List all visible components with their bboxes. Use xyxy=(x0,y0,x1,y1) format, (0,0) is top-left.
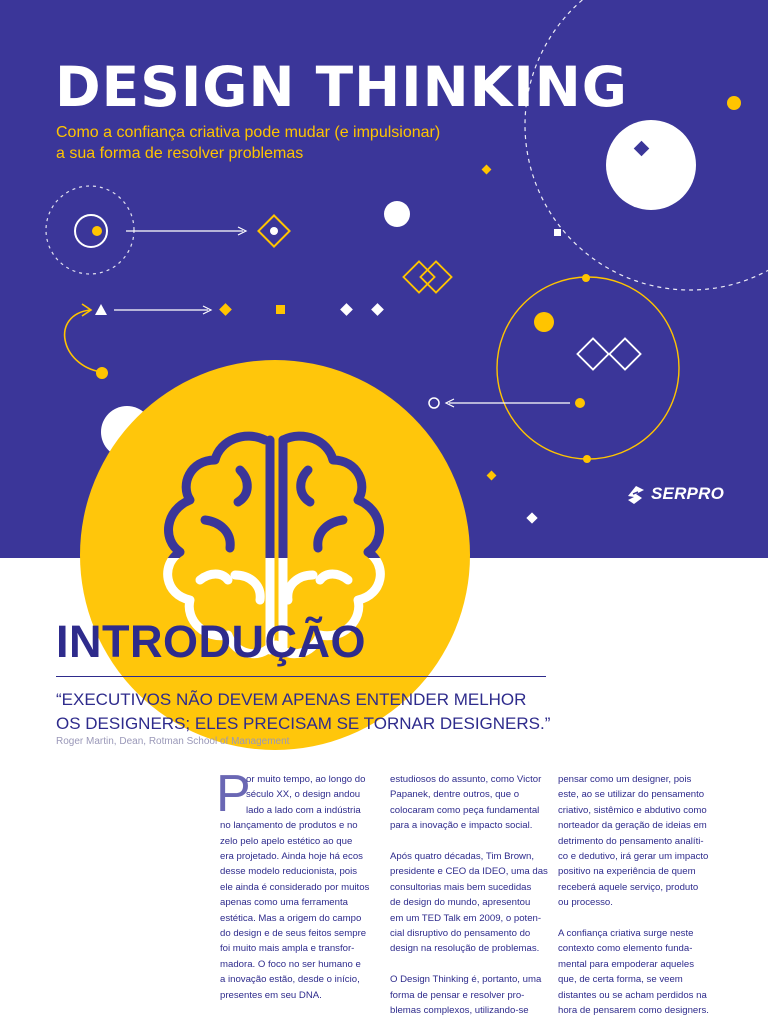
text-line: design na resolução de problemas. xyxy=(390,943,540,955)
text-line: pensar como um designer, pois xyxy=(558,774,692,785)
text-line: distantes ou se acham perdidos na xyxy=(558,989,707,1001)
paragraph xyxy=(558,772,709,911)
pull-quote xyxy=(56,688,550,736)
text-line: zelo pelo apelo estético ao que xyxy=(220,835,353,847)
text-line: presentes em seu DNA. xyxy=(220,989,322,1001)
text-line: contexto como elemento funda- xyxy=(558,943,693,955)
text-line: do design e de seus feitos sempre xyxy=(220,928,367,940)
text-line: Após quatro décadas, Tim Brown, xyxy=(390,851,534,863)
paragraph xyxy=(390,772,548,834)
text-line: que, de certa forma, se veem xyxy=(558,974,683,986)
subtitle-line: a sua forma de resolver problemas xyxy=(56,145,304,162)
text-line: colocaram como peça fundamental xyxy=(390,804,540,816)
text-line: detrimento do pensamento analíti- xyxy=(558,835,704,847)
drop-cap: P xyxy=(216,765,251,823)
text-line: or muito tempo, ao longo do xyxy=(246,774,366,785)
text-line: desse modelo reducionista, pois xyxy=(220,866,358,878)
text-line: O Design Thinking é, portanto, uma xyxy=(390,974,542,986)
text-line: co e dedutivo, irá gerar um impacto xyxy=(558,851,709,863)
section-divider xyxy=(56,676,546,677)
text-line: madora. O foco no ser humano e xyxy=(220,958,361,970)
text-column-2 xyxy=(390,772,548,1018)
text-line: lado a lado com a indústria xyxy=(246,804,361,816)
text-line: criativo, sistêmico e abdutivo como xyxy=(558,804,707,816)
text-line: blemas complexos, utilizando-se xyxy=(390,1005,529,1017)
text-line: era projetado. Ainda hoje há ecos xyxy=(220,851,363,863)
text-line: norteador da geração de ideias em xyxy=(558,820,707,832)
text-line: ele ainda é considerado por muitos xyxy=(220,881,370,893)
text-line: presidente e CEO da IDEO, uma das xyxy=(390,866,548,878)
paragraph xyxy=(390,849,548,957)
quote-author: Roger Martin, Dean, Rotman School of Management xyxy=(56,736,290,747)
section-title: INTRODUÇÃO xyxy=(56,616,366,667)
text-line: cial disruptivo do pensamento do xyxy=(390,928,531,940)
text-line: foi muito mais ampla e transfor- xyxy=(220,943,355,955)
text-line: estética. Mas a origem do campo xyxy=(220,912,362,924)
text-line: para a inovação e impacto social. xyxy=(390,820,533,832)
paragraph xyxy=(390,972,548,1018)
text-line: apenas como uma ferramenta xyxy=(220,897,348,909)
text-line: em um TED Talk em 2009, o poten- xyxy=(390,912,542,924)
text-line: ou processo. xyxy=(558,897,613,909)
text-line: consultorias mais bem sucedidas xyxy=(390,881,532,893)
text-line: Papanek, dentre outros, que o xyxy=(390,789,520,801)
text-line: hora de pensarem como designers. xyxy=(558,1005,709,1017)
text-line: forma de pensar e resolver pro- xyxy=(390,989,525,1001)
page-title: DESIGN THINKING xyxy=(55,55,628,119)
paragraph xyxy=(220,772,369,1003)
text-line: a inovação estão, desde o início, xyxy=(220,974,360,986)
quote-line: OS DESIGNERS; ELES PRECISAM SE TORNAR DESIGNERS.” xyxy=(56,714,551,733)
text-column-1 xyxy=(220,772,369,1003)
text-column-3 xyxy=(558,772,709,1018)
text-line: no lançamento de produtos e no xyxy=(220,820,358,832)
text-line: século XX, o design andou xyxy=(246,789,361,801)
text-line: receberá aquele serviço, produto xyxy=(558,881,699,893)
text-line: mental para empoderar aqueles xyxy=(558,958,694,970)
text-line: de design do mundo, apresentou xyxy=(390,897,531,909)
quote-line: “EXECUTIVOS NÃO DEVEM APENAS ENTENDER MELHOR xyxy=(56,690,527,709)
paragraph xyxy=(558,926,709,1018)
subtitle-line: Como a confiança criativa pode mudar (e impulsionar) xyxy=(56,124,441,141)
logo-text: SERPRO xyxy=(651,484,724,503)
text-line: A confiança criativa surge neste xyxy=(558,928,694,940)
text-line: positivo na experiência de quem xyxy=(558,866,696,878)
text-line: estudiosos do assunto, como Victor xyxy=(390,774,542,785)
text-line: este, ao se utilizar do pensamento xyxy=(558,789,705,801)
